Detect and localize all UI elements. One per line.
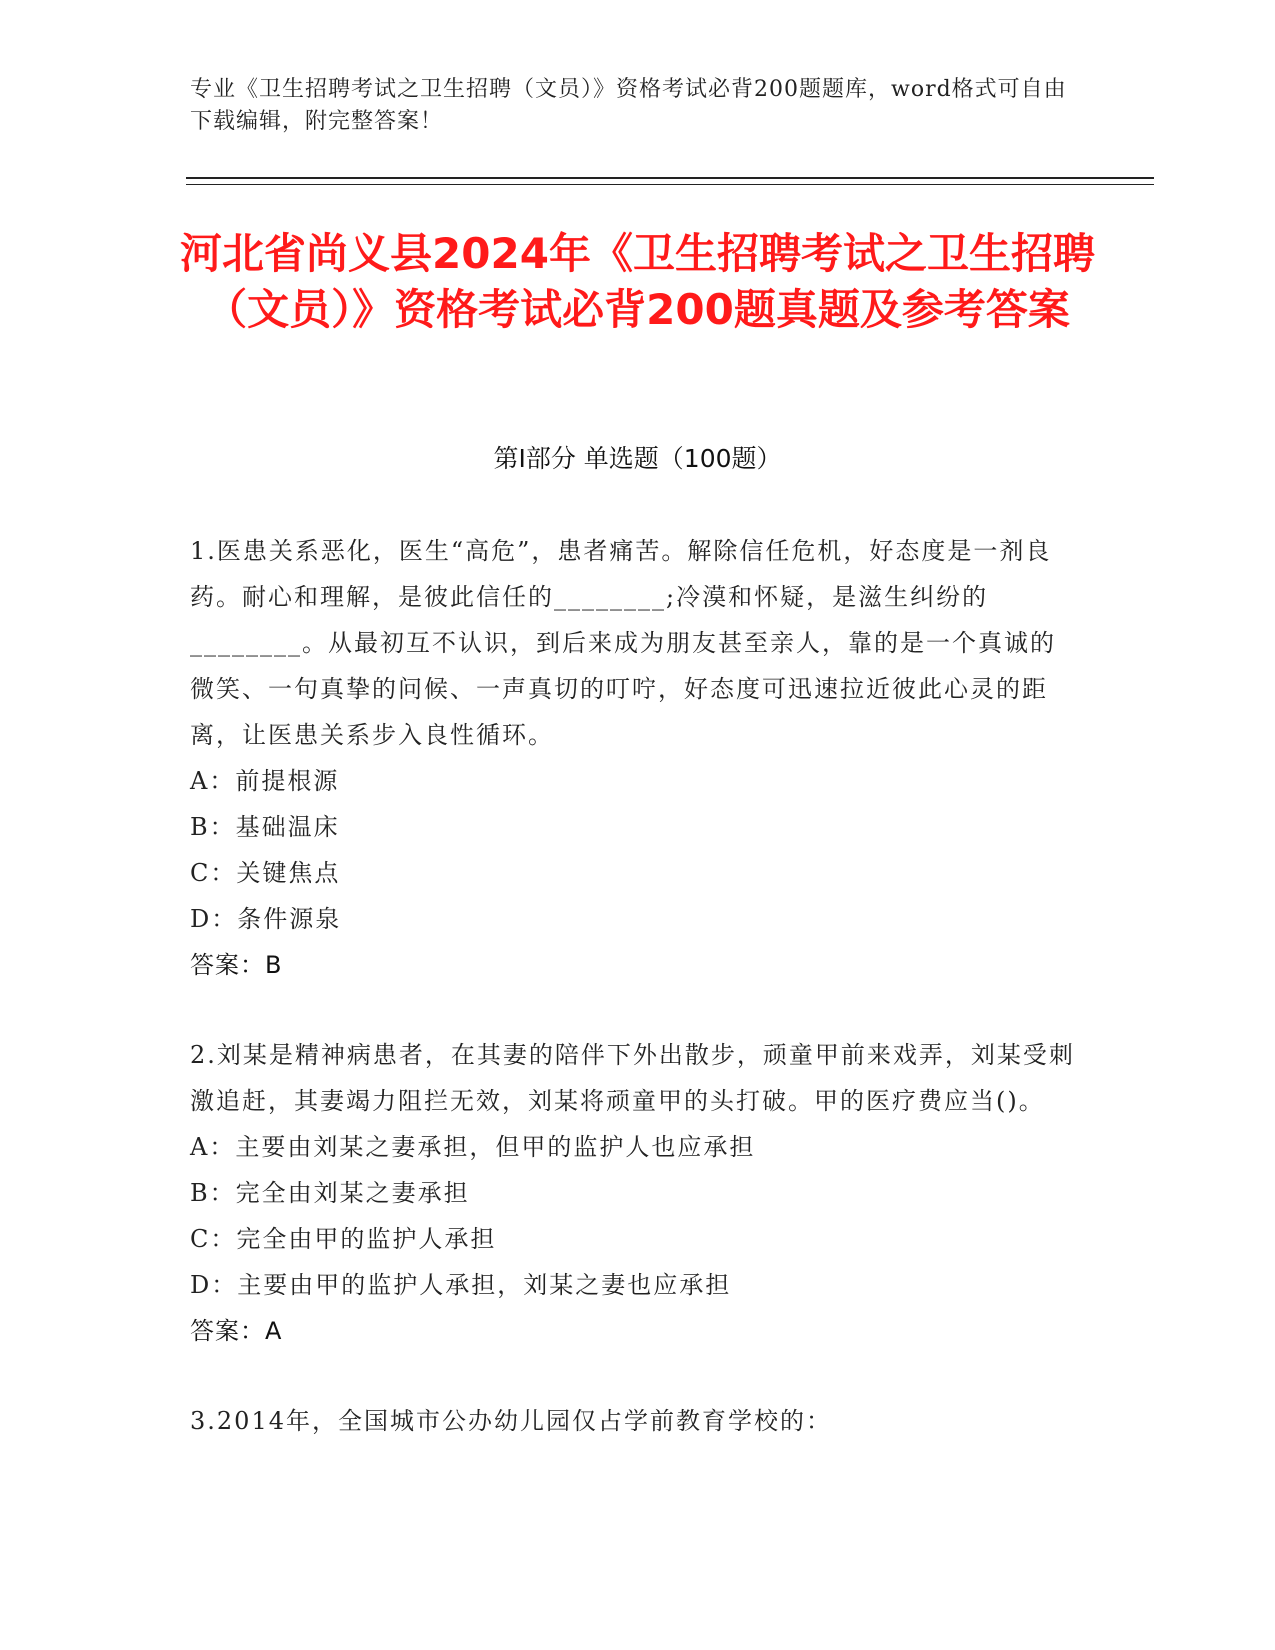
answer-line: 答案：A bbox=[190, 1317, 283, 1345]
question-stem: 2.刘某是精神病患者，在其妻的陪伴下外出散步，顽童甲前来戏弄，刘某受刺激追赶，其妻竭力阻拦无效，刘某将顽童甲的头打破。甲的医疗费应当()。 bbox=[190, 1041, 1075, 1115]
question-item bbox=[190, 528, 1075, 988]
option-d: D：主要由甲的监护人承担，刘某之妻也应承担 bbox=[190, 1271, 732, 1299]
question-stem: 3.2014年，全国城市公办幼儿园仅占学前教育学校的： bbox=[190, 1407, 832, 1435]
header-rule-thick bbox=[186, 177, 1154, 179]
question-item bbox=[190, 1032, 1075, 1354]
header-rule-thin bbox=[186, 184, 1154, 185]
question-item bbox=[190, 1398, 1075, 1444]
option-b: B：基础温床 bbox=[190, 813, 340, 841]
option-c: C：关键焦点 bbox=[190, 859, 341, 887]
answer-line: 答案：B bbox=[190, 951, 283, 979]
question-list bbox=[190, 528, 1075, 1488]
option-b: B：完全由刘某之妻承担 bbox=[190, 1179, 470, 1207]
section-heading: 第Ⅰ部分 单选题（100题） bbox=[493, 444, 782, 473]
document-title: 河北省尚义县2024年《卫生招聘考试之卫生招聘（文员）》资格考试必背200题真题及参考答案 bbox=[180, 229, 1095, 334]
option-a: A：前提根源 bbox=[190, 767, 340, 795]
option-a: A：主要由刘某之妻承担，但甲的监护人也应承担 bbox=[190, 1133, 756, 1161]
question-stem: 1.医患关系恶化，医生“高危”，患者痛苦。解除信任危机，好态度是一剂良药。耐心和理解，是彼此信任的________;冷漠和怀疑，是滋生纠纷的________。从最初互不认识，到后来成为朋友甚至亲人，靠的是一个真诚的微笑、一句真挚的问候、一声真切的叮咛，好态度可迅速拉近彼此心灵的距离，让医患关系步入良性循环。 bbox=[190, 537, 1056, 749]
header-note: 专业《卫生招聘考试之卫生招聘（文员）》资格考试必背200题题库，word格式可自由下载编辑，附完整答案！ bbox=[190, 77, 1067, 134]
option-d: D：条件源泉 bbox=[190, 905, 342, 933]
option-c: C：完全由甲的监护人承担 bbox=[190, 1225, 497, 1253]
